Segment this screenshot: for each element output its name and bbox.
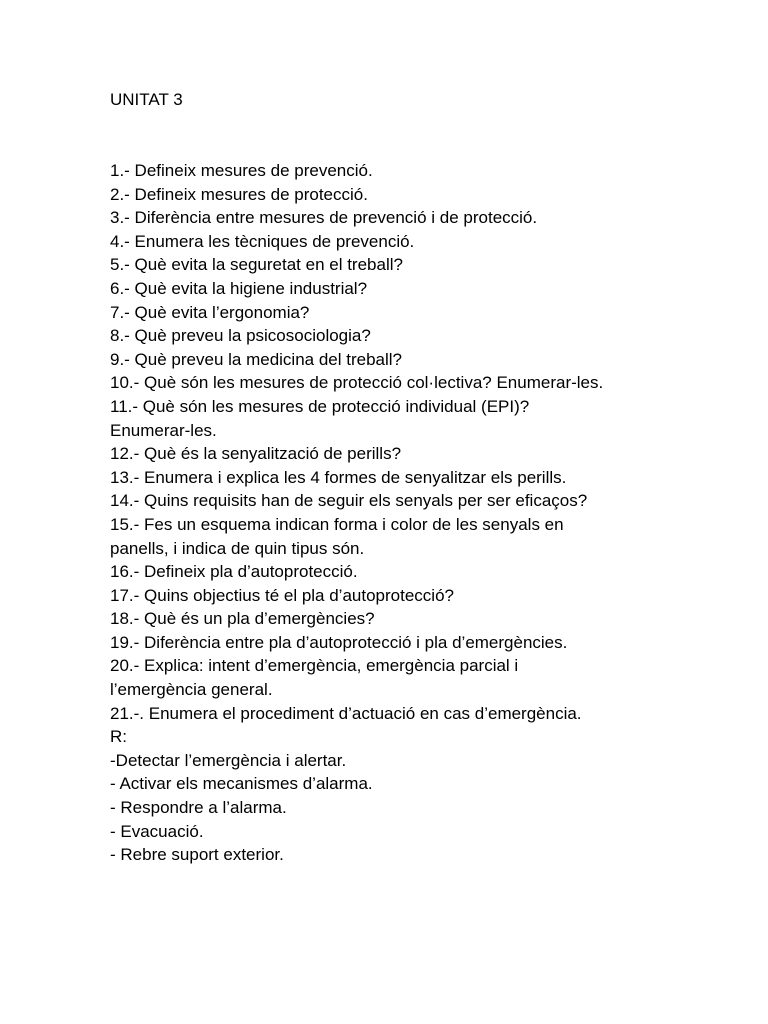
text-line: 16.- Defineix pla d’autoprotecció. — [110, 562, 358, 582]
text-line: 15.- Fes un esquema indican forma i color de les senyals en — [110, 514, 564, 534]
text-line: 21.-. Enumera el procediment d’actuació en cas d’emergència. — [110, 703, 582, 723]
text-line: 4.- Enumera les tècniques de prevenció. — [110, 231, 415, 251]
text-line: 20.- Explica: intent d’emergència, emergència parcial i — [110, 656, 519, 676]
text-line: panells, i indica de quin tipus són. — [110, 538, 365, 558]
text-line: - Activar els mecanismes d’alarma. — [110, 774, 373, 794]
text-line: Enumerar-les. — [110, 420, 217, 440]
text-line: 9.- Què preveu la medicina del treball? — [110, 349, 402, 369]
text-line: 1.- Defineix mesures de prevenció. — [110, 161, 373, 180]
text-line: 2.- Defineix mesures de protecció. — [110, 184, 368, 204]
text-line: 17.- Quins objectius té el pla d’autoprotecció? — [110, 585, 454, 605]
text-line: 8.- Què preveu la psicosociologia? — [110, 326, 371, 346]
text-line: - Respondre a l’alarma. — [110, 798, 287, 818]
text-line: 13.- Enumera i explica les 4 formes de senyalitzar els perills. — [110, 467, 567, 487]
question-list — [110, 159, 603, 867]
text-line: l’emergència general. — [110, 680, 273, 700]
text-line: -Detectar l’emergència i alertar. — [110, 750, 347, 770]
text-line: 7.- Què evita l’ergonomia? — [110, 302, 310, 322]
text-line: 5.- Què evita la seguretat en el treball? — [110, 255, 403, 275]
text-line: 3.- Diferència entre mesures de prevenció i de protecció. — [110, 208, 538, 228]
text-line: - Evacuació. — [110, 821, 204, 841]
text-line: R: — [110, 727, 127, 747]
text-line: 6.- Què evita la higiene industrial? — [110, 278, 368, 298]
text-line: 18.- Què és un pla d’emergències? — [110, 609, 375, 629]
document-title: UNITAT 3 — [110, 90, 183, 109]
text-line: 19.- Diferència entre pla d’autoprotecció i pla d’emergències. — [110, 632, 568, 652]
text-line: 12.- Què és la senyalització de perills? — [110, 444, 402, 464]
text-line: 14.- Quins requisits han de seguir els senyals per ser eficaços? — [110, 491, 588, 511]
text-line: - Rebre suport exterior. — [110, 845, 284, 865]
text-line: 10.- Què són les mesures de protecció col·lectiva? Enumerar-les. — [110, 373, 604, 393]
text-line: 11.- Què són les mesures de protecció individual (EPI)? — [110, 396, 530, 416]
